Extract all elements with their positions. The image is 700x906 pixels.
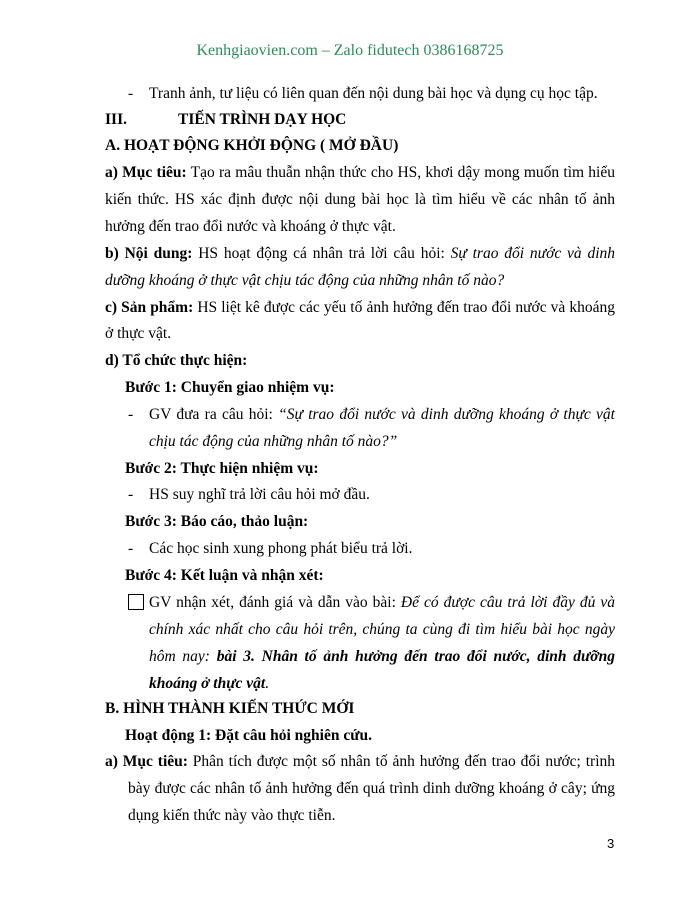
materials-line: Tranh ảnh, tư liệu có liên quan đến nội dung bài học và dụng cụ học tập.: [149, 85, 598, 102]
step-2-heading: Bước 2: Thực hiện nhiệm vụ:: [125, 460, 319, 477]
paragraph-a-line-1: [105, 163, 615, 183]
lesson-title: bài 3. Nhân tố ảnh hưởng đến trao đổi nước, dinh dưỡng: [216, 648, 615, 665]
step-4-heading: Bước 4: Kết luận và nhận xét:: [125, 567, 324, 584]
label-san-pham: c) Sản phẩm:: [105, 299, 194, 316]
text: HS liệt kê được các yếu tố ảnh hưởng đến trao đổi nước và khoáng: [193, 299, 615, 316]
step-4-line-2: chính xác nhất cho câu hỏi trên, chúng ta cùng đi tìm hiểu bài học ngày: [149, 621, 615, 638]
step-3-text: Các học sinh xung phong phát biểu trả lời.: [149, 540, 413, 557]
step-1-line-1: [149, 405, 615, 425]
italic-text: Để có được câu trả lời đầy đủ và: [400, 594, 615, 611]
text: Phân tích được một số nhân tố ảnh hưởng đến trao đổi nước; trình: [187, 753, 615, 770]
step-4-line-1: [149, 593, 615, 613]
bullet-dash: -: [128, 406, 134, 423]
step-1-heading: Bước 1: Chuyển giao nhiệm vụ:: [125, 379, 335, 396]
label-noi-dung: b) Nội dung:: [105, 245, 193, 262]
header-sep: –: [317, 42, 334, 59]
section-3-number: III.: [105, 111, 127, 128]
paragraph-c-line-2: ở thực vật.: [105, 325, 172, 342]
text: GV nhận xét, đánh giá và dẫn vào bài:: [149, 594, 401, 611]
lesson-title: khoáng ở thực vật: [149, 675, 266, 692]
paragraph-c-line-1: [105, 298, 615, 318]
step-4-line-4: [149, 674, 269, 694]
bullet-dash: -: [128, 486, 134, 503]
step-2-text: HS suy nghĩ trả lời câu hỏi mở đầu.: [149, 486, 370, 503]
section-3-title: TIẾN TRÌNH DẠY HỌC: [178, 111, 347, 128]
step-3-heading: Bước 3: Báo cáo, thảo luận:: [125, 513, 309, 530]
label-muc-tieu: a) Mục tiêu:: [105, 164, 187, 181]
paragraph-a2-line-3: dụng kiến thức này vào thực tiễn.: [128, 807, 336, 824]
paragraph-b-line-2: dưỡng khoáng ở thực vật chịu tác động của những nhân tố nào?: [105, 272, 505, 289]
text: Tạo ra mâu thuẫn nhận thức cho HS, khơi dậy mong muốn tìm hiểu: [186, 164, 615, 181]
paragraph-a-line-3: hưởng đến trao đổi nước và khoáng ở thực vật.: [105, 218, 396, 235]
checkbox-bullet-icon: [128, 594, 144, 610]
label-muc-tieu: a) Mục tiêu:: [105, 753, 188, 770]
question-text: “Sự trao đổi nước và dinh dưỡng khoáng ở thực vật: [278, 406, 615, 423]
bullet-dash: -: [128, 85, 134, 102]
text: GV đưa ra câu hỏi:: [149, 406, 279, 423]
period: .: [265, 675, 270, 692]
text: HS hoạt động cá nhân trả lời câu hỏi:: [192, 245, 451, 262]
paragraph-a2-line-1: [105, 752, 615, 772]
question-text: Sự trao đổi nước và dinh: [450, 245, 616, 262]
paragraph-a-line-2: kiến thức. HS xác định được nội dung bài học là tìm hiểu về các nhân tố ảnh: [105, 191, 615, 208]
step-4-line-3: [149, 647, 615, 667]
activity-1-heading: Hoạt động 1: Đặt câu hỏi nghiên cứu.: [125, 727, 373, 744]
page-number: 3: [607, 836, 615, 851]
section-a-heading: A. HOẠT ĐỘNG KHỞI ĐỘNG ( MỞ ĐẦU): [105, 137, 399, 154]
paragraph-b-line-1: [105, 244, 615, 264]
header-zalo[interactable]: Zalo fidutech 0386168725: [333, 42, 504, 59]
header-site[interactable]: Kenhgiaovien.com: [196, 42, 318, 59]
page-header: [0, 42, 700, 60]
label-to-chuc: d) Tổ chức thực hiện:: [105, 352, 248, 369]
bullet-dash: -: [128, 540, 134, 557]
step-1-line-2: chịu tác động của những nhân tố nào?”: [149, 433, 398, 450]
paragraph-a2-line-2: bày được các nhân tố ảnh hưởng đến quá trình dinh dưỡng khoáng ở cây; ứng: [128, 780, 615, 797]
section-b-heading: B. HÌNH THÀNH KIẾN THỨC MỚI: [105, 700, 355, 717]
italic-text: hôm nay:: [149, 648, 217, 665]
